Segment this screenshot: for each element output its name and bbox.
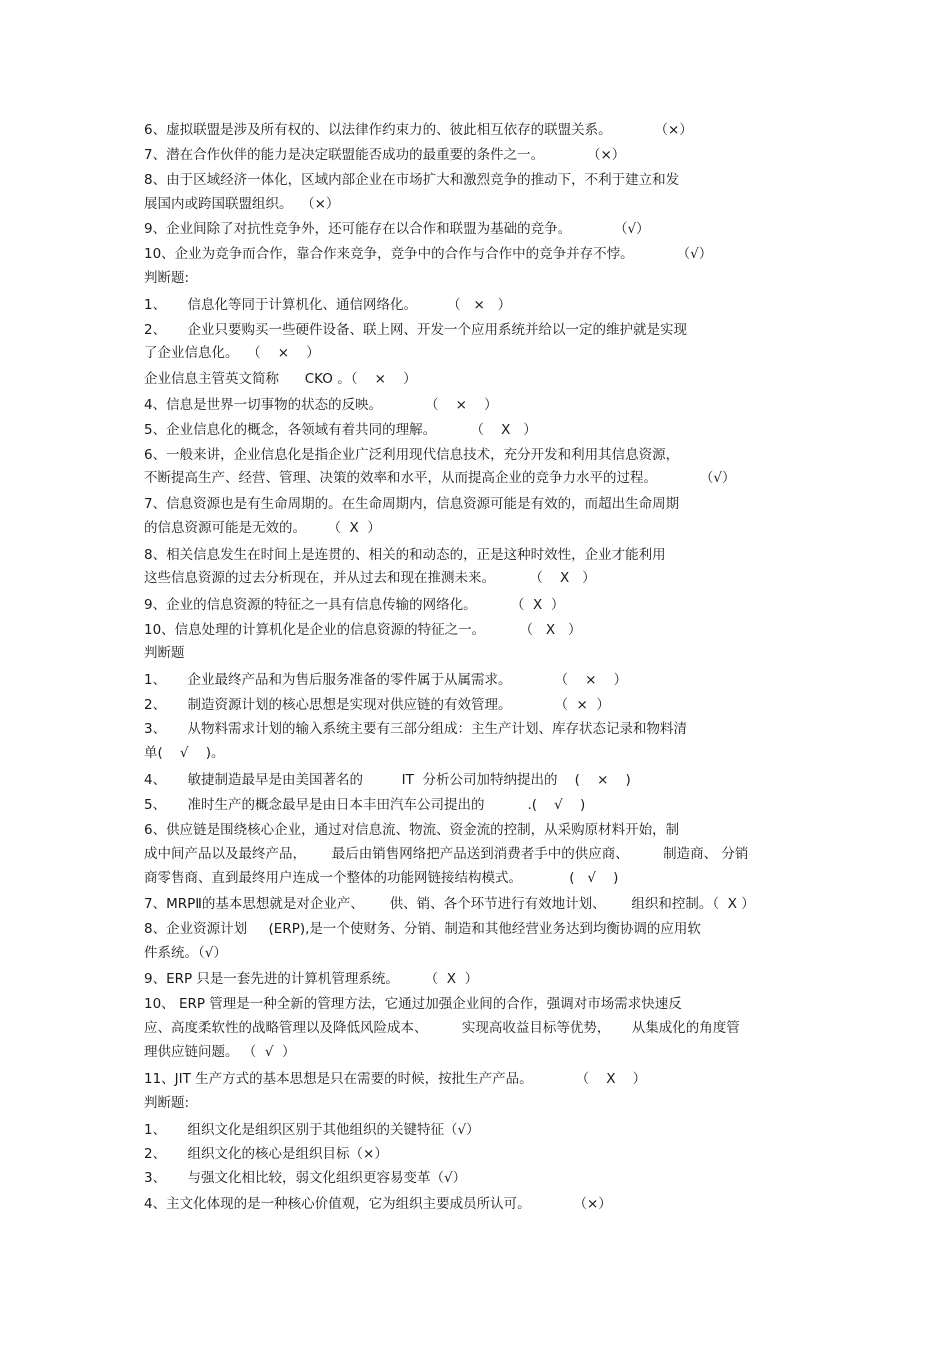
text-line: 10、 ERP 管理是一种全新的管理方法，它通过加强企业间的合作，强调对市场需求快速反	[144, 996, 682, 1012]
text-line: 应、高度柔软性的战略管理以及降低风险成本、 实现高收益目标等优势， 从集成化的角度管	[144, 1020, 740, 1036]
text-line: 6、供应链是围绕核心企业，通过对信息流、物流、资金流的控制，从采购原材料开始，制	[144, 822, 680, 838]
text-line: 3、 从物料需求计划的输入系统主要有三部分组成：主生产计划、库存状态记录和物料清	[144, 721, 688, 737]
section-heading: 判断题:	[144, 1095, 190, 1111]
text-line: 了企业信息化。 （ × ）	[144, 345, 320, 361]
text-line: 4、主文化体现的是一种核心价值观，它为组织主要成员所认可。 （×）	[144, 1196, 612, 1212]
text-line: 2、 企业只要购买一些硬件设备、联上网、开发一个应用系统并给以一定的维护就是实现	[144, 322, 688, 338]
text-line: 9、企业的信息资源的特征之一具有信息传输的网络化。 （ X ）	[144, 597, 565, 613]
text-line: 4、信息是世界一切事物的状态的反映。 （ × ）	[144, 397, 498, 413]
text-line: 7、潜在合作伙伴的能力是决定联盟能否成功的最重要的条件之一。 （×）	[144, 147, 626, 163]
section-heading: 判断题	[144, 645, 185, 661]
text-line: 2、 组织文化的核心是组织目标（×）	[144, 1146, 388, 1162]
text-line: 理供应链问题。 （ √ ）	[144, 1044, 296, 1060]
text-line: 展国内或跨国联盟组织。 （×）	[144, 196, 340, 212]
text-line: 9、ERP 只是一套先进的计算机管理系统。 （ X ）	[144, 971, 479, 987]
text-line: 7、MRPⅡ的基本思想就是对企业产、 供、销、各个环节进行有效地计划、 组织和控制。（ X ）	[144, 896, 755, 912]
text-line: 9、企业间除了对抗性竞争外，还可能存在以合作和联盟为基础的竞争。 （√）	[144, 221, 650, 237]
text-line: 商零售商、直到最终用户连成一个整体的功能网链接结构模式。 ( √ )	[144, 870, 619, 886]
text-line: 10、企业为竞争而合作，靠合作来竞争，竞争中的合作与合作中的竞争并存不悖。 （√）	[144, 246, 713, 262]
text-line: 件系统。（√）	[144, 945, 227, 961]
text-line: 1、 信息化等同于计算机化、通信网络化。 （ × ）	[144, 297, 512, 313]
text-line: 的信息资源可能是无效的。 （ X ）	[144, 520, 381, 536]
text-line: 5、企业信息化的概念，各领域有着共同的理解。 （ X ）	[144, 422, 537, 438]
text-line: 1、 企业最终产品和为售后服务准备的零件属于从属需求。 （ × ）	[144, 672, 628, 688]
text-line: 不断提高生产、经营、管理、决策的效率和水平，从而提高企业的竞争力水平的过程。 （√）	[144, 470, 736, 486]
text-line: 6、一般来讲，企业信息化是指企业广泛利用现代信息技术，充分开发和利用其信息资源，	[144, 447, 680, 463]
text-line: 6、虚拟联盟是涉及所有权的、以法律作约束力的、彼此相互依存的联盟关系。 （×）	[144, 122, 693, 138]
section-heading: 判断题:	[144, 270, 190, 286]
text-line: 这些信息资源的过去分析现在，并从过去和现在推测未来。 （ X ）	[144, 570, 596, 586]
text-line: 3、 与强文化相比较，弱文化组织更容易变革（√）	[144, 1170, 467, 1186]
text-line: 4、 敏捷制造最早是由美国著名的 IT 分析公司加特纳提出的 ( × )	[144, 772, 631, 788]
text-line: 11、JIT 生产方式的基本思想是只在需要的时候，按批生产产品。 （ X ）	[144, 1071, 647, 1087]
text-line: 10、信息处理的计算机化是企业的信息资源的特征之一。 （ X ）	[144, 622, 582, 638]
text-line: 8、由于区域经济一体化，区域内部企业在市场扩大和激烈竞争的推动下，不利于建立和发	[144, 172, 680, 188]
text-line: 7、信息资源也是有生命周期的。在生命周期内，信息资源可能是有效的，而超出生命周期	[144, 496, 680, 512]
text-line: 单( √ )。	[144, 745, 225, 761]
text-line: 1、 组织文化是组织区别于其他组织的关键特征（√）	[144, 1122, 480, 1138]
text-line: 5、 准时生产的概念最早是由日本丰田汽车公司提出的 .( √ )	[144, 797, 586, 813]
text-line: 企业信息主管英文简称 CKO 。（ × ）	[144, 371, 417, 387]
text-line: 8、企业资源计划 (ERP),是一个使财务、分销、制造和其他经营业务达到均衡协调的应用软	[144, 921, 701, 937]
text-line: 成中间产品以及最终产品， 最后由销售网络把产品送到消费者手中的供应商、 制造商、 分销	[144, 846, 749, 862]
text-line: 2、 制造资源计划的核心思想是实现对供应链的有效管理。 （ × ）	[144, 697, 610, 713]
text-line: 8、相关信息发生在时间上是连贯的、相关的和动态的，正是这种时效性，企业才能利用	[144, 547, 666, 563]
